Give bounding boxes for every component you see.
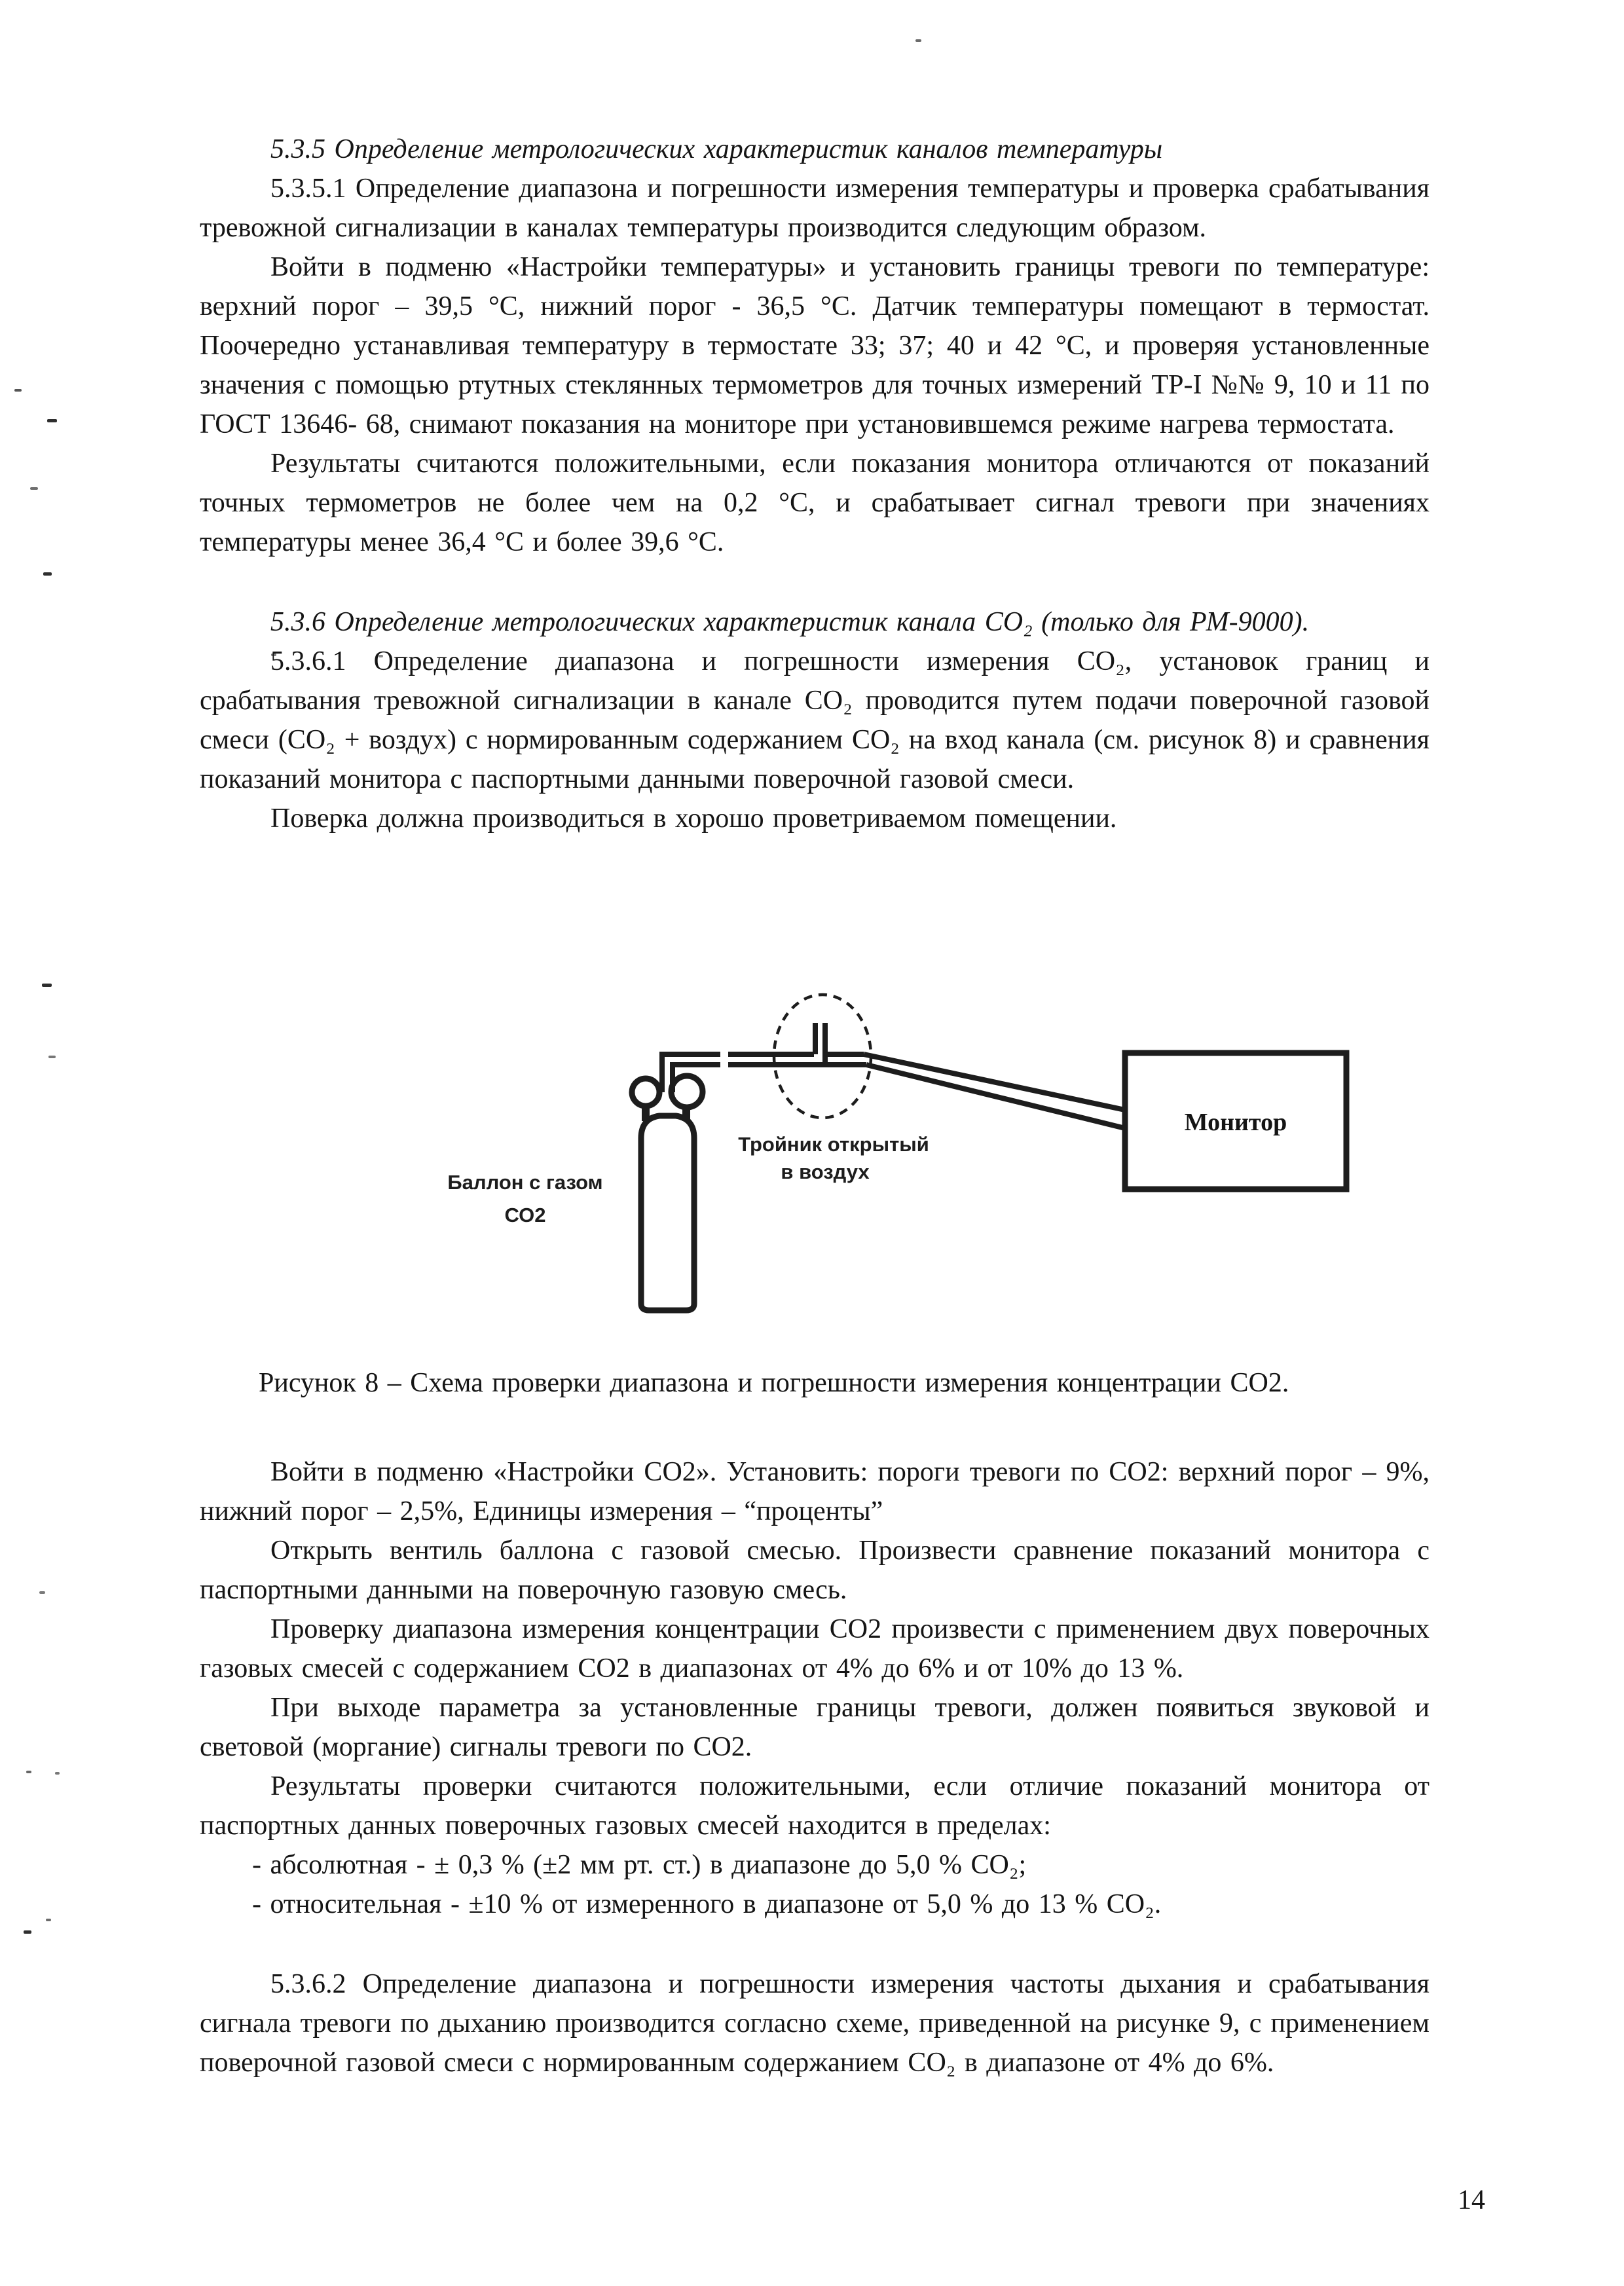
figure-8-caption: Рисунок 8 – Схема проверки диапазона и погрешности измерения концентрации СО2. bbox=[259, 1368, 1289, 1398]
heading-5-3-5: 5.3.5 Определение метрологических характеристик каналов температуры bbox=[270, 134, 1163, 164]
scan-speck bbox=[55, 1772, 60, 1775]
text-block-top bbox=[200, 130, 1430, 838]
text-block-bottom bbox=[200, 1452, 1430, 2082]
scan-speck bbox=[915, 39, 921, 42]
paragraph-co2-submenu: Войти в подменю «Настройки СО2». Установить: пороги тревоги по СО2: верхний порог – 9%, нижний порог – 2,5%, Единицы измерения – “проценты” bbox=[200, 1457, 1430, 1526]
scan-speck bbox=[46, 1919, 51, 1921]
scan-speck bbox=[47, 419, 57, 422]
gas-cylinder bbox=[641, 1116, 694, 1310]
paragraph-range-check: Проверку диапазона измерения концентрации СО2 произвести с применением двух поверочных газовых смесей с содержанием СО2 в диапазонах от 4% до 6% и от 10% до 13 %. bbox=[200, 1614, 1430, 1684]
co2-check-schematic bbox=[200, 949, 1430, 1350]
pipe-outer-line bbox=[864, 1054, 1125, 1110]
paragraph-ventilated-room: Поверка должна производиться в хорошо проветриваемом помещении. bbox=[270, 803, 1117, 834]
paragraph-alarm-behavior: При выходе параметра за установленные границы тревоги, должен появиться звуковой и световой (моргание) сигналы тревоги по СО2. bbox=[200, 1693, 1430, 1762]
valve-wheel-icon bbox=[671, 1076, 703, 1107]
scan-speck bbox=[24, 1930, 31, 1934]
paragraph-open-valve: Открыть вентиль баллона с газовой смесью. Произвести сравнение показаний монитора с паспортными данными на поверочную газовую смесь. bbox=[200, 1536, 1430, 1605]
scan-speck bbox=[48, 1056, 56, 1058]
monitor-label: Монитор bbox=[1184, 1109, 1287, 1136]
paragraph-5-3-6-1: 5.3.6.1 Определение диапазона и погрешности измерения СО₂, установок границ и срабатывания тревожной сигнализации в канале СО₂ проводится путем подачи поверочной газовой смеси (СО₂ + воздух) с нормированным содержанием СО₂ на вход канала (см. рисунок 8) и сравнения показаний монитора с паспортными данными поверочной газовой смеси. bbox=[200, 646, 1430, 794]
list-item-absolute-error: - абсолютная - ± 0,3 % (±2 мм рт. ст.) в диапазоне до 5,0 % СО₂; bbox=[252, 1850, 1027, 1880]
scan-speck bbox=[42, 984, 52, 987]
scan-speck bbox=[14, 389, 22, 392]
tee-label-line1: Тройник открытый bbox=[738, 1133, 929, 1156]
list-item-relative-error: - относительная - ±10 % от измеренного в диапазоне от 5,0 % до 13 % СО₂. bbox=[252, 1889, 1162, 1919]
scan-speck bbox=[30, 487, 38, 490]
page-number: 14 bbox=[1458, 2185, 1485, 2215]
paragraph-temp-submenu: Войти в подменю «Настройки температуры» и установить границы тревоги по температуре: верхний порог – 39,5 °С, нижний порог - 36,5 °С. Датчик температуры помещают в термостат. Поочередно устанавливая температуру в термостате 33; 37; 40 и 42 °С, и проверяя установленные значения с помощью ртутных стеклянных термометров для точных измерений ТР-I №№ 9, 10 и 11 по ГОСТ 13646- 68, снимают показания на мониторе при установившемся режиме нагрева термостата. bbox=[200, 252, 1430, 439]
tee-label-line2: в воздух bbox=[781, 1160, 870, 1183]
heading-5-3-6: 5.3.6 Определение метрологических характеристик канала СО₂ (только для РМ-9000). bbox=[270, 607, 1310, 637]
paragraph-results-intro: Результаты проверки считаются положительными, если отличие показаний монитора от паспортных данных поверочных газовых смесей находится в пределах: bbox=[200, 1771, 1430, 1841]
scan-speck bbox=[26, 1771, 31, 1773]
figure-8-diagram bbox=[200, 949, 1430, 1350]
cylinder-label-line2: СО2 bbox=[504, 1204, 546, 1226]
scan-speck bbox=[43, 572, 52, 576]
valve-wheel-icon bbox=[632, 1078, 659, 1106]
cylinder-label-line1: Баллон с газом bbox=[447, 1171, 603, 1194]
scan-speck bbox=[39, 1591, 45, 1594]
paragraph-temp-results: Результаты считаются положительными, если показания монитора отличаются от показаний точных термометров не более чем на 0,2 °С, и срабатывает сигнал тревоги при значениях температуры менее 36,4 °С и более 39,6 °С. bbox=[200, 449, 1430, 557]
paragraph-5-3-5-1: 5.3.5.1 Определение диапазона и погрешности измерения температуры и проверка срабатывания тревожной сигнализации в каналах температуры производится следующим образом. bbox=[200, 174, 1430, 243]
pipe-inner-line bbox=[866, 1065, 1125, 1128]
paragraph-5-3-6-2: 5.3.6.2 Определение диапазона и погрешности измерения частоты дыхания и срабатывания сигнала тревоги по дыханию производится согласно схеме, приведенной на рисунке 9, с применением поверочной газовой смеси с нормированным содержанием СО₂ в диапазоне от 4% до 6%. bbox=[200, 1969, 1430, 2078]
